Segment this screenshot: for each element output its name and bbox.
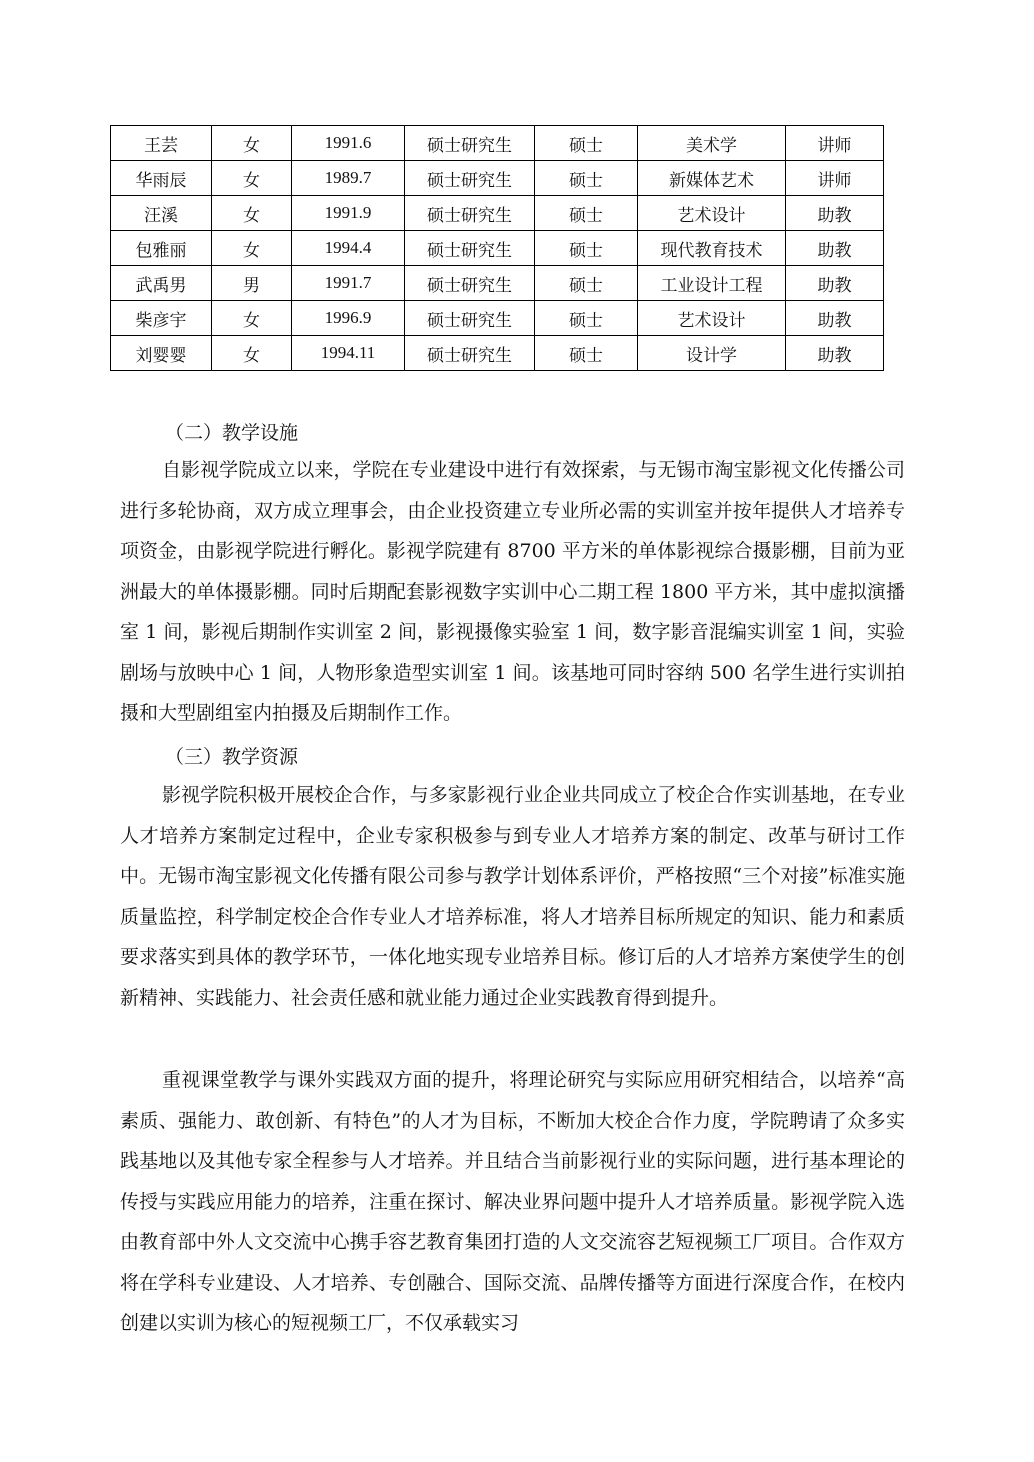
major-cell: 新媒体艺术 xyxy=(638,161,786,196)
birth-date-cell: 1991.6 xyxy=(292,126,405,161)
name-cell: 刘婴婴 xyxy=(111,336,212,371)
gender-cell: 女 xyxy=(212,301,292,336)
birth-date-cell: 1994.11 xyxy=(292,336,405,371)
title-cell: 助教 xyxy=(786,301,884,336)
name-cell: 王芸 xyxy=(111,126,212,161)
education-cell: 硕士研究生 xyxy=(405,336,535,371)
title-cell: 讲师 xyxy=(786,126,884,161)
section-heading-teaching-resources: （三）教学资源 xyxy=(165,746,299,768)
paragraph-teaching-resources-1: 影视学院积极开展校企合作，与多家影视行业企业共同成立了校企合作实训基地，在专业人才培养方案制定过程中，企业专家积极参与到专业人才培养方案的制定、改革与研讨工作中。无锡市淘宝影视文化传播有限公司参与教学计划体系评价，严格按照“三个对接”标准实施质量监控，科学制定校企合作专业人才培养标准，将人才培养目标所规定的知识、能力和素质要求落实到具体的教学环节，一体化地实现专业培养目标。修订后的人才培养方案使学生的创新精神、实践能力、社会责任感和就业能力通过企业实践教育得到提升。 xyxy=(120,784,905,1009)
degree-cell: 硕士 xyxy=(535,161,638,196)
table-row xyxy=(111,336,884,371)
gender-cell: 女 xyxy=(212,336,292,371)
major-cell: 美术学 xyxy=(638,126,786,161)
gender-cell: 女 xyxy=(212,231,292,266)
birth-date-cell: 1991.9 xyxy=(292,196,405,231)
name-cell: 华雨辰 xyxy=(111,161,212,196)
paragraph-teaching-resources-2: 重视课堂教学与课外实践双方面的提升，将理论研究与实际应用研究相结合，以培养“高素质、强能力、敢创新、有特色”的人才为目标，不断加大校企合作力度，学院聘请了众多实践基地以及其他专家全程参与人才培养。并且结合当前影视行业的实际问题，进行基本理论的传授与实践应用能力的培养，注重在探讨、解决业界问题中提升人才培养质量。影视学院入选由教育部中外人文交流中心携手容艺教育集团打造的人文交流容艺短视频工厂项目。合作双方将在学科专业建设、人才培养、专创融合、国际交流、品牌传播等方面进行深度合作，在校内创建以实训为核心的短视频工厂，不仅承载实习 xyxy=(120,1069,905,1334)
table-row xyxy=(111,161,884,196)
degree-cell: 硕士 xyxy=(535,196,638,231)
title-cell: 助教 xyxy=(786,336,884,371)
staff-table xyxy=(110,125,884,371)
major-cell: 工业设计工程 xyxy=(638,266,786,301)
gender-cell: 男 xyxy=(212,266,292,301)
degree-cell: 硕士 xyxy=(535,336,638,371)
table-row xyxy=(111,301,884,336)
paragraph-teaching-facilities: 自影视学院成立以来，学院在专业建设中进行有效探索，与无锡市淘宝影视文化传播公司进行多轮协商，双方成立理事会，由企业投资建立专业所必需的实训室并按年提供人才培养专项资金，由影视学院进行孵化。影视学院建有 8700 平方米的单体影视综合摄影棚，目前为亚洲最大的单体摄影棚。同时后期配套影视数字实训中心二期工程 1800 平方米，其中虚拟演播室 1 间，影视后期制作实训室 2 间，影视摄像实验室 1 间，数字影音混编实训室 1 间，实验剧场与放映中心 1 间，人物形象造型实训室 1 间。该基地可同时容纳 500 名学生进行实训拍摄和大型剧组室内拍摄及后期制作工作。 xyxy=(120,459,905,724)
degree-cell: 硕士 xyxy=(535,231,638,266)
education-cell: 硕士研究生 xyxy=(405,231,535,266)
education-cell: 硕士研究生 xyxy=(405,266,535,301)
major-cell: 现代教育技术 xyxy=(638,231,786,266)
name-cell: 汪溪 xyxy=(111,196,212,231)
education-cell: 硕士研究生 xyxy=(405,161,535,196)
title-cell: 助教 xyxy=(786,231,884,266)
degree-cell: 硕士 xyxy=(535,301,638,336)
name-cell: 包雅丽 xyxy=(111,231,212,266)
degree-cell: 硕士 xyxy=(535,266,638,301)
section-heading-teaching-facilities: （二）教学设施 xyxy=(165,422,299,444)
table-row xyxy=(111,231,884,266)
gender-cell: 女 xyxy=(212,161,292,196)
birth-date-cell: 1996.9 xyxy=(292,301,405,336)
birth-date-cell: 1991.7 xyxy=(292,266,405,301)
education-cell: 硕士研究生 xyxy=(405,126,535,161)
title-cell: 助教 xyxy=(786,196,884,231)
gender-cell: 女 xyxy=(212,126,292,161)
name-cell: 武禹男 xyxy=(111,266,212,301)
table-row xyxy=(111,126,884,161)
gender-cell: 女 xyxy=(212,196,292,231)
degree-cell: 硕士 xyxy=(535,126,638,161)
table-row xyxy=(111,196,884,231)
major-cell: 艺术设计 xyxy=(638,301,786,336)
education-cell: 硕士研究生 xyxy=(405,301,535,336)
major-cell: 艺术设计 xyxy=(638,196,786,231)
title-cell: 讲师 xyxy=(786,161,884,196)
major-cell: 设计学 xyxy=(638,336,786,371)
table-row xyxy=(111,266,884,301)
birth-date-cell: 1994.4 xyxy=(292,231,405,266)
birth-date-cell: 1989.7 xyxy=(292,161,405,196)
education-cell: 硕士研究生 xyxy=(405,196,535,231)
title-cell: 助教 xyxy=(786,266,884,301)
name-cell: 柴彦宇 xyxy=(111,301,212,336)
